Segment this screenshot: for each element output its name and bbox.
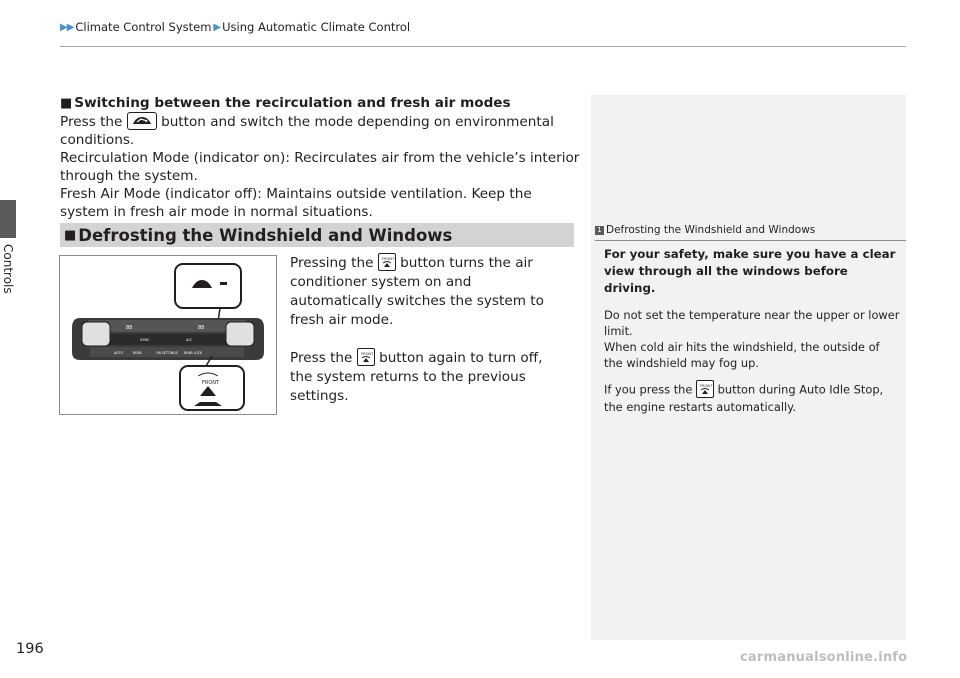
note-paragraph-1: Do not set the temperature near the upper or lower limit. When cold air hits the windshield, the outside of the windshield may fog up. xyxy=(604,308,900,370)
note-safety-warning: For your safety, make sure you have a clear view through all the windows before driving. xyxy=(604,247,896,295)
front-defrost-button-icon xyxy=(378,253,396,271)
front-defrost-button-icon xyxy=(696,380,714,398)
header-divider xyxy=(60,46,906,47)
breadcrumb-item-climate[interactable]: Climate Control System xyxy=(75,20,212,34)
fresh-air-mode-text: Fresh Air Mode (indicator off): Maintains outside ventilation. Keep the system in fresh air mode in normal situations. xyxy=(60,186,532,220)
svg-text:AUTO: AUTO xyxy=(114,351,123,355)
square-bullet-icon: ■ xyxy=(60,96,73,111)
page-number: 196 xyxy=(16,641,44,657)
defrost-paragraph-2: Press the FRONT button again to turn off, the system returns to the previous settings. xyxy=(290,350,543,404)
recirculation-instruction: Press the button and switch the mode depending on environmental conditions. xyxy=(60,114,554,148)
square-bullet-icon: ■ xyxy=(64,227,77,243)
note-body xyxy=(604,246,900,415)
svg-text:FRONT: FRONT xyxy=(381,257,395,261)
svg-text:REAR: REAR xyxy=(133,351,142,355)
section-side-label: Controls xyxy=(1,244,15,294)
note-paragraph-3: If you press the FRONT button during Auto Idle Stop, the engine restarts automatically. xyxy=(604,381,900,415)
svg-text:REAR LOCK: REAR LOCK xyxy=(184,351,203,355)
section-tab-marker xyxy=(0,200,16,238)
breadcrumb-arrow-icon: ▶▶ xyxy=(60,21,74,33)
defrost-instructions xyxy=(290,254,560,406)
svg-text:A/C: A/C xyxy=(186,338,193,342)
defrost-paragraph-1: Pressing the FRONT button turns the air conditioner system on and automatically switches the system to fresh air mode. xyxy=(290,255,544,328)
climate-panel-illustration xyxy=(59,255,277,415)
note-title: 1 Defrosting the Windshield and Windows xyxy=(595,224,906,241)
breadcrumb-item-automatic[interactable]: Using Automatic Climate Control xyxy=(222,20,411,34)
front-defrost-button-icon xyxy=(357,348,375,366)
svg-text:FRONT: FRONT xyxy=(360,352,374,356)
svg-text:ON SETTINGS: ON SETTINGS xyxy=(156,351,178,355)
svg-text:SYNC: SYNC xyxy=(140,338,150,342)
recirculation-button-icon xyxy=(127,112,157,130)
breadcrumb xyxy=(60,20,410,34)
svg-text:88: 88 xyxy=(126,325,133,331)
recirculation-heading: ■ Switching between the recirculation and fresh air modes xyxy=(60,95,511,111)
footer-watermark: carmanualsonline.info xyxy=(740,650,908,665)
recirculation-section xyxy=(60,94,580,221)
svg-text:FRONT: FRONT xyxy=(700,384,713,388)
svg-text:FRONT: FRONT xyxy=(202,380,220,386)
breadcrumb-arrow-icon: ▶ xyxy=(213,21,221,33)
recirculation-mode-text: Recirculation Mode (indicator on): Recirculates air from the vehicle’s interior through the system. xyxy=(60,150,580,184)
defrost-section-heading: ■ Defrosting the Windshield and Windows xyxy=(60,223,574,247)
note-marker-icon: 1 xyxy=(595,226,604,235)
svg-text:88: 88 xyxy=(198,325,205,331)
